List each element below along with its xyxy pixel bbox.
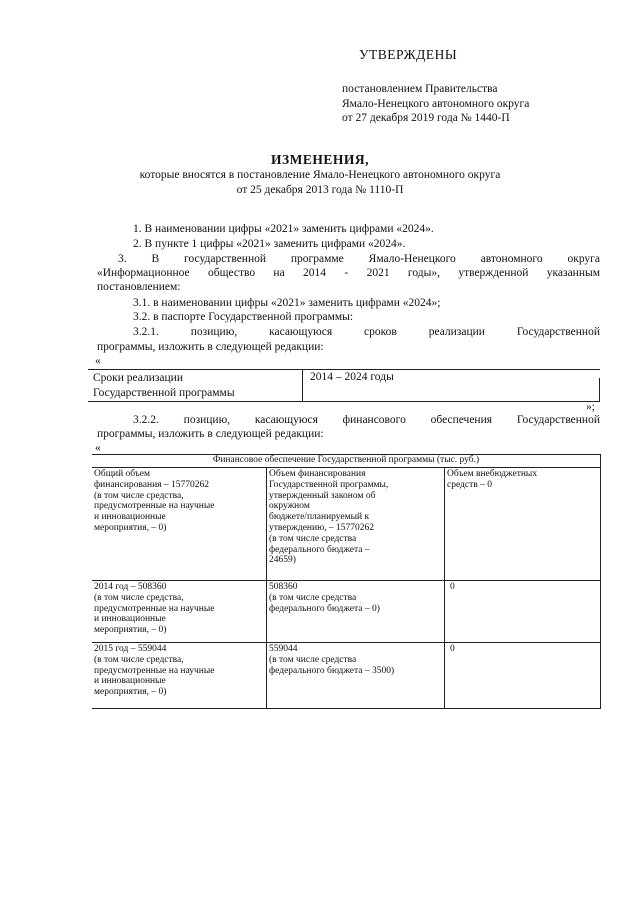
period-table — [88, 369, 600, 402]
item-3-line-3: постановлением: — [97, 281, 181, 293]
year-2014-budget-line: (в том числе средства — [269, 592, 357, 603]
item-3-1: 3.1. в наименовании цифры «2021» заменить цифрами «2024»; — [133, 297, 441, 309]
item-1: 1. В наименовании цифры «2021» заменить цифрами «2024». — [133, 223, 434, 235]
item-3-2-1-line-2: программы, изложить в следующей редакции: — [97, 341, 324, 353]
item-3-2: 3.2. в паспорте Государственной программы: — [133, 311, 354, 323]
financing-row-rule-2 — [92, 642, 600, 643]
total-financing-line: предусмотренные на научные — [94, 501, 215, 512]
year-2015-budget-line: 559044 — [269, 644, 298, 654]
extrabudgetary-line: средств – 0 — [447, 479, 492, 490]
year-2015-total-line: предусмотренные на научные — [94, 665, 215, 676]
financing-header-rule — [92, 467, 600, 468]
budget-financing-line: (в том числе средства — [269, 533, 357, 544]
period-value: 2014 – 2024 годы — [310, 371, 394, 383]
item-3-line-1: 3. В государственной программе Ямало-Ненецкого автономного округа — [118, 253, 600, 265]
budget-financing-line: утверждению, – 15770262 — [269, 522, 375, 533]
year-2014-total-line: предусмотренные на научные — [94, 603, 215, 614]
budget-financing-line: Объем финансирования — [269, 469, 366, 479]
budget-financing-line: Государственной программы, — [269, 479, 389, 490]
item-3-2-1-line-1: 3.2.1. позицию, касающуюся сроков реализации Государственной — [133, 326, 600, 338]
decree-line-2: Ямало-Ненецкого автономного округа — [342, 98, 530, 110]
subtitle-line-1: которые вносятся в постановление Ямало-Ненецкого автономного округа — [139, 169, 501, 181]
open-quote-2: « — [95, 442, 101, 454]
year-2014-budget-line: 508360 — [269, 582, 298, 592]
year-2015-extra-cell: 0 — [450, 644, 455, 654]
open-quote-1: « — [95, 355, 101, 367]
budget-financing-line: окружном — [269, 501, 310, 512]
item-2: 2. В пункте 1 цифры «2021» заменить цифрами «2024». — [133, 238, 406, 250]
total-financing-line: мероприятия, – 0) — [94, 522, 167, 533]
item-3-2-2-line-2: программы, изложить в следующей редакции: — [97, 428, 324, 440]
approved-heading: УТВЕРЖДЕНЫ — [359, 47, 458, 62]
period-label-line-1: Сроки реализации — [93, 372, 183, 384]
year-2014-budget-line: федерального бюджета – 0) — [269, 603, 380, 614]
year-2014-budget-cell — [269, 582, 380, 614]
period-table-right-edge — [599, 378, 600, 401]
year-2015-total-cell — [94, 644, 214, 698]
period-table-divider — [302, 370, 303, 401]
year-2015-budget-line: федерального бюджета – 3500) — [269, 665, 395, 676]
extrabudgetary-line: Объем внебюджетных — [447, 469, 538, 479]
budget-financing-line: бюджете/планируемый к — [269, 512, 370, 523]
subtitle-line-2: от 25 декабря 2013 года № 1110-П — [236, 184, 404, 196]
year-2015-budget-line: (в том числе средства — [269, 654, 357, 665]
extrabudgetary-cell — [447, 469, 537, 491]
decree-line-3: от 27 декабря 2019 года № 1440-П — [342, 112, 510, 124]
period-label-line-2: Государственной программы — [93, 387, 235, 399]
year-2014-total-cell — [94, 582, 214, 636]
year-2014-total-line: мероприятия, – 0) — [94, 625, 167, 636]
year-2015-total-line: мероприятия, – 0) — [94, 687, 167, 698]
total-financing-line: и инновационные — [94, 512, 166, 523]
total-financing-cell — [94, 469, 214, 534]
total-financing-line: (в том числе средства, — [94, 490, 184, 501]
close-quote-1: »; — [586, 401, 595, 413]
year-2015-total-line: 2015 год – 559044 — [94, 644, 167, 654]
financing-table-header: Финансовое обеспечение Государственной программы (тыс. руб.) — [212, 455, 480, 465]
financing-table — [92, 454, 601, 709]
financing-col-divider-1 — [266, 467, 267, 708]
total-financing-line: Общий объем — [94, 469, 151, 479]
year-2014-extra-cell: 0 — [450, 582, 455, 592]
item-3-2-2-line-1: 3.2.2. позицию, касающуюся финансового обеспечения Государственной — [133, 414, 600, 426]
year-2015-total-line: и инновационные — [94, 676, 166, 687]
financing-row-rule-1 — [92, 580, 600, 581]
year-2014-total-line: 2014 год – 508360 — [94, 582, 167, 592]
year-2015-budget-cell — [269, 644, 394, 676]
decree-line-1: постановлением Правительства — [342, 83, 498, 95]
period-label — [93, 371, 235, 401]
year-2014-total-line: (в том числе средства, — [94, 592, 184, 603]
year-2014-total-line: и инновационные — [94, 614, 166, 625]
item-3-line-2: «Информационное общество на 2014 - 2021 годы», утвержденной указанным — [97, 267, 600, 279]
budget-financing-cell — [269, 469, 388, 566]
budget-financing-line: 24659) — [269, 555, 296, 566]
document-title: ИЗМЕНЕНИЯ, — [270, 152, 369, 167]
financing-col-divider-2 — [444, 467, 445, 708]
budget-financing-line: утвержденный законом об — [269, 490, 376, 501]
total-financing-line: финансирования – 15770262 — [94, 479, 210, 490]
year-2015-total-line: (в том числе средства, — [94, 654, 184, 665]
budget-financing-line: федерального бюджета – — [269, 544, 370, 555]
